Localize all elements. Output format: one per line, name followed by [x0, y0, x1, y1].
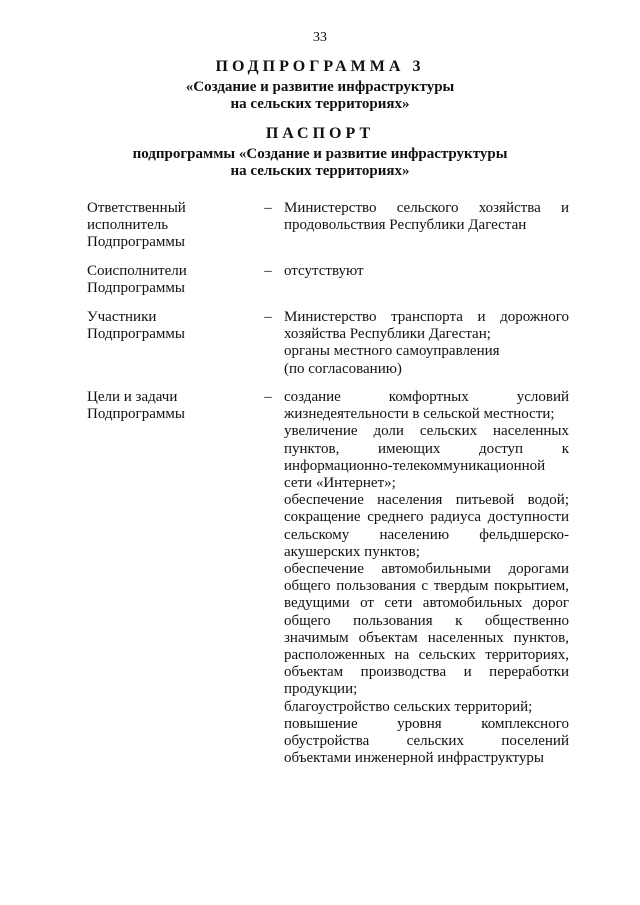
row-value-line: Министерство транспорта и дорожного [284, 309, 569, 325]
row-value-line: сельскому населению фельдшерско- [284, 526, 569, 543]
row-label [87, 200, 247, 252]
row-value-line: хозяйства Республики Дагестан; [284, 326, 491, 343]
row-value [284, 389, 569, 767]
row-value-line: обеспечение населения питьевой водой; [284, 492, 569, 509]
passport-title: ПАСПОРТ [265, 125, 375, 142]
row-value-line: сокращение среднего радиуса доступности [284, 509, 569, 526]
subprogram-name-line: «Создание и развитие инфраструктуры [185, 79, 455, 95]
row-value-line: (по согласованию) [284, 360, 402, 377]
row-label [87, 389, 247, 423]
row-value-line: информационно-телекоммуникационной [284, 457, 546, 474]
row-value-line: объектам производства и переработки [284, 664, 569, 681]
row-value-line: объектами инженерной инфраструктуры [284, 750, 544, 767]
passport-name-line: на сельских территориях» [230, 163, 410, 179]
row-value-line: продукции; [284, 681, 358, 698]
row-value-line: ведущими от сети автомобильных дорог [284, 595, 569, 612]
row-label-line: Подпрограммы [87, 280, 185, 297]
row-label-line: Участники [87, 309, 157, 325]
row-value-line: пунктов, имеющих доступ к [284, 440, 569, 457]
subprogram-name-line: на сельских территориях» [230, 96, 410, 112]
row-value-line: обеспечение автомобильными дорогами [284, 561, 569, 578]
row-value-line: общего пользования к общественно [284, 612, 569, 629]
row-value-line: продовольствия Республики Дагестан [284, 217, 527, 234]
row-value-line: повышение уровня комплексного [284, 715, 569, 732]
row-value-line: Министерство сельского хозяйства и [284, 200, 569, 216]
row-value [284, 263, 569, 280]
subprogram-title: ПОДПРОГРАММА 3 [215, 58, 425, 75]
row-value-line: сети «Интернет»; [284, 475, 396, 492]
passport-name-line: подпрограммы «Создание и развитие инфраструктуры [132, 146, 508, 162]
subprogram-name [0, 79, 640, 113]
row-dash: – [264, 389, 272, 405]
row-value-line: расположенных на сельских территориях, [284, 647, 569, 664]
row-value-line: увеличение доли сельских населенных [284, 423, 569, 440]
row-value-line: жизнедеятельности в сельской местности; [284, 406, 555, 423]
page-number: 33 [313, 30, 327, 45]
row-label [87, 309, 247, 343]
row-value-line: отсутствуют [284, 263, 364, 279]
row-label-line: Подпрограммы [87, 406, 185, 423]
row-value-line: благоустройство сельских территорий; [284, 698, 533, 715]
row-dash: – [264, 200, 272, 216]
row-value-line: создание комфортных условий [284, 389, 569, 405]
row-value-line: общего пользования с твердым покрытием, [284, 578, 569, 595]
row-label [87, 263, 247, 297]
row-value-line: органы местного самоуправления [284, 343, 500, 360]
row-label-line: исполнитель [87, 217, 169, 234]
row-dash: – [264, 309, 272, 325]
row-value-line: обустройства сельских поселений [284, 733, 569, 750]
row-label-line: Цели и задачи [87, 389, 178, 405]
passport-name [0, 146, 640, 180]
row-value-line: акушерских пунктов; [284, 543, 420, 560]
row-value [284, 200, 569, 234]
row-value-line: значимым объектам населенных пунктов, [284, 629, 569, 646]
row-value [284, 309, 569, 378]
row-dash: – [264, 263, 272, 279]
row-label-line: Соисполнители [87, 263, 187, 279]
row-label-line: Подпрограммы [87, 234, 185, 251]
row-label-line: Ответственный [87, 200, 186, 216]
row-label-line: Подпрограммы [87, 326, 185, 343]
